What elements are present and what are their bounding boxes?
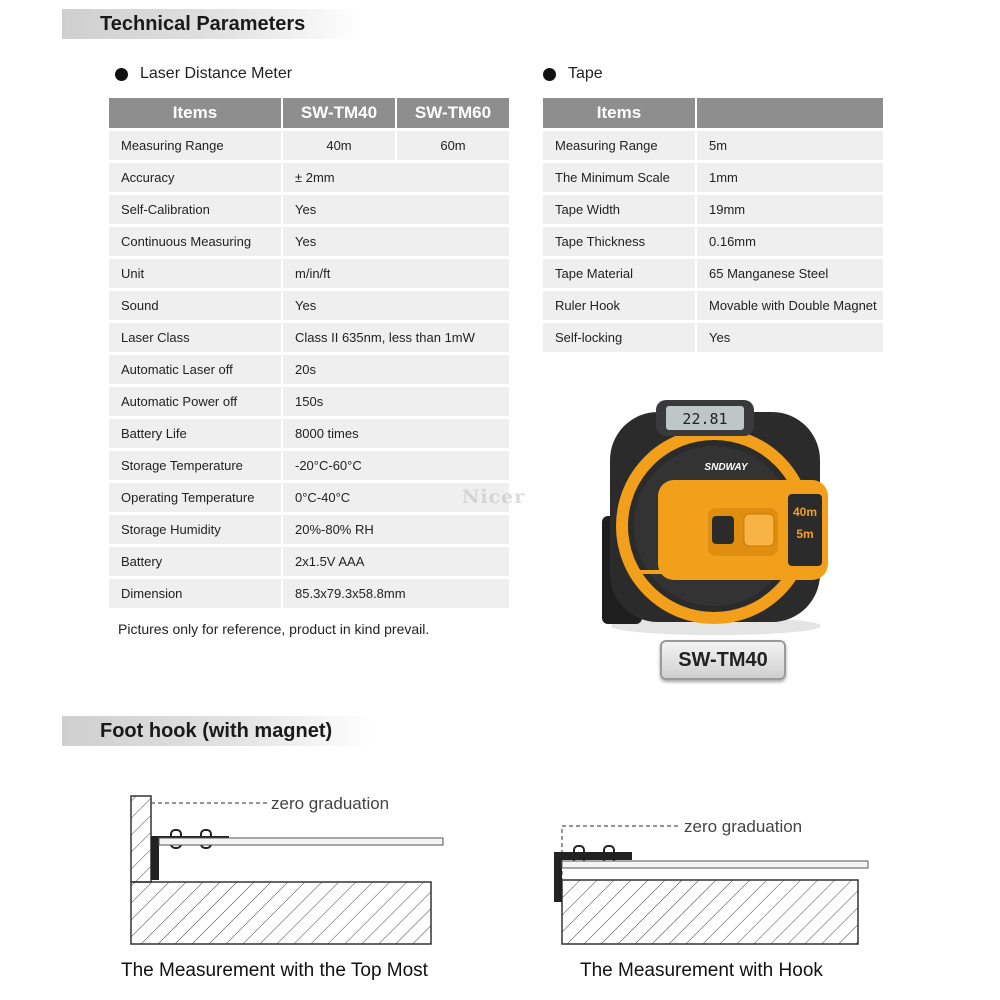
zero-graduation-label-left: zero graduation (271, 794, 390, 813)
table-row (109, 259, 509, 288)
table-row (109, 323, 509, 352)
caption-hook: The Measurement with Hook (580, 960, 823, 981)
table-row (109, 131, 509, 160)
row-value-tm40: 40m (283, 131, 395, 160)
row-label: Sound (109, 291, 281, 320)
laser-header-tm40: SW-TM40 (283, 98, 395, 128)
row-value: Yes (283, 227, 509, 256)
laser-table-header-row (109, 98, 509, 128)
row-label: Storage Temperature (109, 451, 281, 480)
laser-section-title: Laser Distance Meter (140, 65, 293, 82)
row-value: 20s (283, 355, 509, 384)
side-label-tape: 5m (796, 527, 814, 541)
row-value: 65 Manganese Steel (697, 259, 883, 288)
row-value: 85.3x79.3x58.8mm (283, 579, 509, 608)
laser-header-tm60: SW-TM60 (397, 98, 509, 128)
bullet-icon (543, 68, 556, 81)
row-label: Measuring Range (109, 131, 281, 160)
foot-hook-title: Foot hook (with magnet) (100, 720, 333, 742)
row-value: ± 2mm (283, 163, 509, 192)
row-value: 20%-80% RH (283, 515, 509, 544)
laser-tape-device-image (596, 398, 836, 638)
technical-parameters-header (62, 9, 362, 39)
table-row (109, 419, 509, 448)
row-label: Tape Width (543, 195, 695, 224)
laser-spec-table (107, 95, 511, 611)
brand-logo: SNDWAY (704, 462, 748, 473)
table-row (109, 227, 509, 256)
tape-spec-table (541, 95, 885, 355)
row-label: Laser Class (109, 323, 281, 352)
table-row (543, 131, 883, 160)
table-row (543, 195, 883, 224)
table-row (109, 579, 509, 608)
row-value: Yes (283, 195, 509, 224)
row-value: Yes (283, 291, 509, 320)
table-row (543, 163, 883, 192)
row-value: 2x1.5V AAA (283, 547, 509, 576)
row-label: Self-locking (543, 323, 695, 352)
row-label: Automatic Power off (109, 387, 281, 416)
tape-section-label (543, 65, 603, 83)
row-label: Dimension (109, 579, 281, 608)
technical-parameters-title: Technical Parameters (100, 13, 306, 35)
watermark: Nicer (462, 486, 526, 508)
reference-note: Pictures only for reference, product in kind prevail. (118, 621, 430, 637)
lcd-reading: 22.81 (682, 410, 728, 428)
table-row (543, 291, 883, 320)
table-row (109, 483, 509, 512)
zero-graduation-label-right: zero graduation (684, 817, 803, 836)
row-label: Tape Thickness (543, 227, 695, 256)
row-label: Measuring Range (543, 131, 695, 160)
row-value: Yes (697, 323, 883, 352)
caption-top-most: The Measurement with the Top Most (121, 960, 428, 981)
row-value-tm60: 60m (397, 131, 509, 160)
row-label: Ruler Hook (543, 291, 695, 320)
row-label: Accuracy (109, 163, 281, 192)
diagram-hook (548, 810, 878, 950)
row-label: Battery Life (109, 419, 281, 448)
laser-header-items: Items (109, 98, 281, 128)
tape-header-value (697, 98, 883, 128)
row-label: Storage Humidity (109, 515, 281, 544)
row-label: Self-Calibration (109, 195, 281, 224)
row-value: Movable with Double Magnet (697, 291, 883, 320)
row-label: Continuous Measuring (109, 227, 281, 256)
row-value: 8000 times (283, 419, 509, 448)
row-label: Automatic Laser off (109, 355, 281, 384)
unit-button (712, 516, 734, 544)
row-label: Unit (109, 259, 281, 288)
tape-section-title: Tape (568, 65, 603, 82)
row-label: Operating Temperature (109, 483, 281, 512)
row-value: 19mm (697, 195, 883, 224)
table-row (109, 195, 509, 224)
table-row (109, 291, 509, 320)
bullet-icon (115, 68, 128, 81)
row-value: Class II 635nm, less than 1mW (283, 323, 509, 352)
row-value: 0°C-40°C (283, 483, 509, 512)
laser-section-label (115, 65, 292, 83)
model-badge: SW-TM40 (660, 640, 786, 680)
table-row (109, 163, 509, 192)
row-value: 150s (283, 387, 509, 416)
diagram-top-most (125, 790, 465, 950)
row-label: Tape Material (543, 259, 695, 288)
read-button (744, 514, 774, 546)
table-row (543, 323, 883, 352)
tape-table-header-row (543, 98, 883, 128)
row-label: The Minimum Scale (543, 163, 695, 192)
table-row (109, 355, 509, 384)
foot-hook-header (62, 716, 372, 746)
table-row (109, 451, 509, 480)
row-value: -20°C-60°C (283, 451, 509, 480)
table-row (109, 515, 509, 544)
row-value: m/in/ft (283, 259, 509, 288)
table-row (543, 227, 883, 256)
side-label-laser: 40m (792, 505, 818, 519)
table-row (109, 387, 509, 416)
row-label: Battery (109, 547, 281, 576)
row-value: 5m (697, 131, 883, 160)
table-row (543, 259, 883, 288)
tape-header-items: Items (543, 98, 695, 128)
row-value: 1mm (697, 163, 883, 192)
row-value: 0.16mm (697, 227, 883, 256)
table-row (109, 547, 509, 576)
